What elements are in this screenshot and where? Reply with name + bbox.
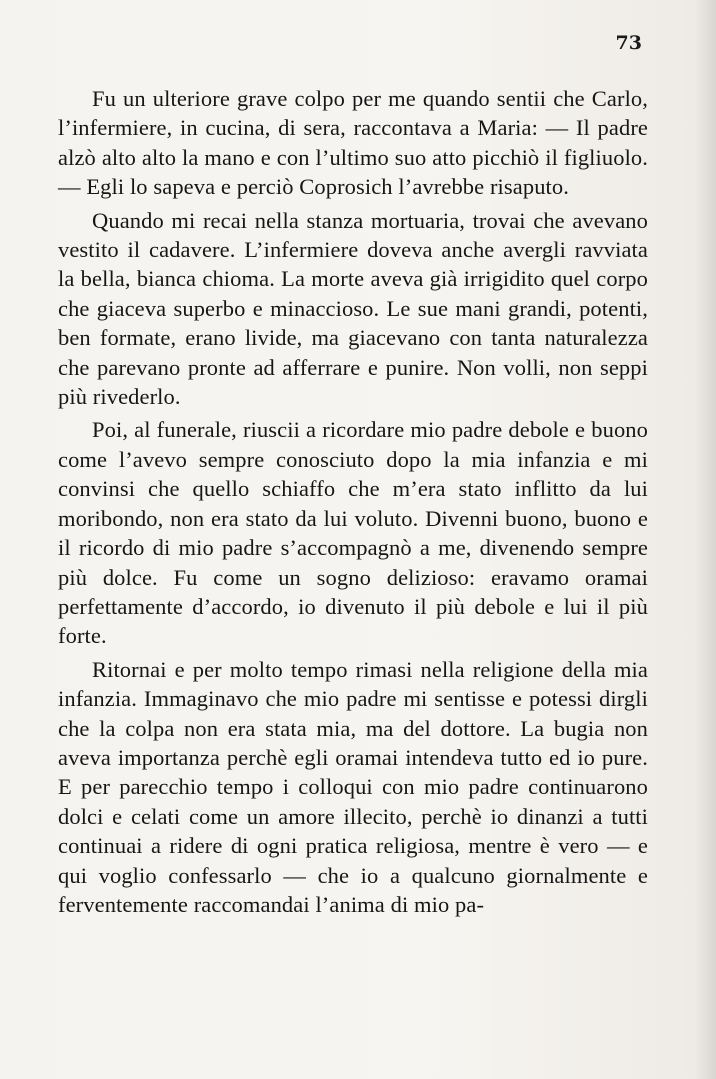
page-number: 73 [615,32,642,54]
paragraph-2: Quando mi recai nella stanza mortuaria, trovai che avevano vestito il cadavere. L’infermiere doveva anche avergli ravviata la bella, bianca chioma. La morte aveva già irrigidito quel corpo che giaceva superbo e minaccioso. Le sue mani grandi, potenti, ben formate, erano livide, ma giacevano con tanta naturalezza che parevano pronte ad afferrare e punire. Non volli, non seppi più rivederlo. [58,207,648,410]
paragraph-4: Ritornai e per molto tempo rimasi nella religione della mia infanzia. Immaginavo che mio padre mi sentisse e potessi dirgli che la colpa non era stata mia, ma del dottore. La bugia non aveva importanza perchè egli oramai intendeva tutto ed io pure. E per parecchio tempo i colloqui con mio padre continuarono dolci e celati come un amore illecito, perchè io dinanzi a tutti continuai a ridere di ogni pratica religiosa, mentre è vero — e qui voglio confessarlo — che io a qualcuno giornalmente e ferventemente raccomandai l’anima di mio pa- [58,656,648,917]
body-text [58,84,648,919]
paragraph-1: Fu un ulteriore grave colpo per me quando sentii che Carlo, l’infermiere, in cucina, di sera, raccontava a Maria: — Il padre alzò alto alto la mano e con l’ultimo suo atto picchiò il figliuolo. — Egli lo sapeva e perciò Coprosich l’avrebbe risaputo. [58,86,648,200]
paragraph-3: Poi, al funerale, riuscii a ricordare mio padre debole e buono come l’avevo sempre conosciuto dopo la mia infanzia e mi convinsi che quello schiaffo che m’era stato inflitto da lui moribondo, non era stato da lui voluto. Divenni buono, buono e il ricordo di mio padre s’accompagnò a me, divenendo sempre più dolce. Fu come un sogno delizioso: eravamo oramai perfettamente d’accordo, io divenuto il più debole e lui il più forte. [58,417,648,649]
